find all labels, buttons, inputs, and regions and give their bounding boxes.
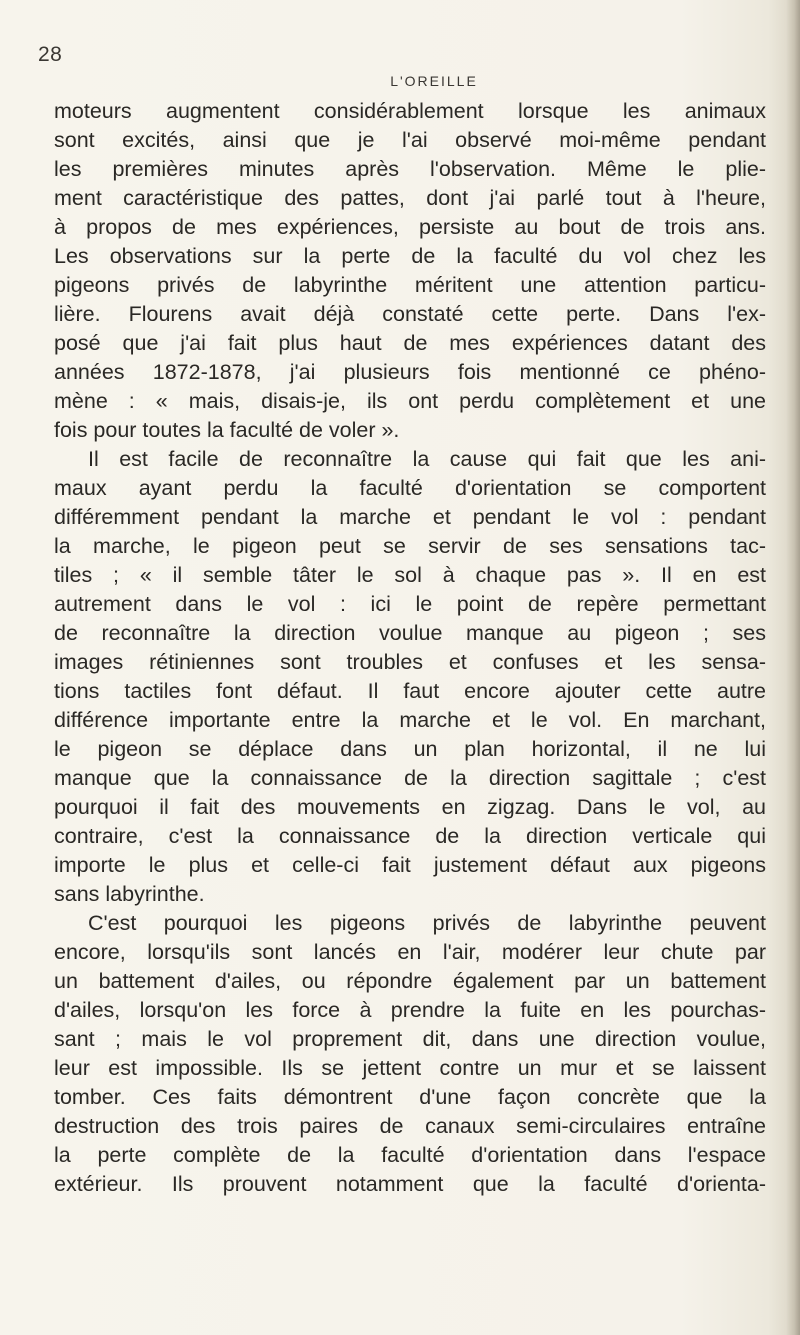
body-text bbox=[54, 97, 766, 1199]
text-line: destruction des trois paires de canaux semi-circulaires entraîne bbox=[54, 1114, 766, 1138]
text-line: encore, lorsqu'ils sont lancés en l'air, modérer leur chute par bbox=[54, 940, 766, 964]
text-line: importe le plus et celle-ci fait justement défaut aux pigeons bbox=[54, 853, 766, 877]
text-line: autrement dans le vol : ici le point de repère permettant bbox=[54, 592, 766, 616]
text-line: maux ayant perdu la faculté d'orientation se comportent bbox=[54, 476, 766, 500]
text-line: manque que la connaissance de la direction sagittale ; c'est bbox=[54, 766, 766, 790]
text-line: fois pour toutes la faculté de voler ». bbox=[54, 418, 400, 442]
text-line: années 1872-1878, j'ai plusieurs fois mentionné ce phéno- bbox=[54, 360, 766, 384]
text-line: pourquoi il fait des mouvements en zigzag. Dans le vol, au bbox=[54, 795, 766, 819]
text-line: sont excités, ainsi que je l'ai observé moi-même pendant bbox=[54, 128, 766, 152]
text-line: images rétiniennes sont troubles et confuses et les sensa- bbox=[54, 650, 766, 674]
text-line: un battement d'ailes, ou répondre également par un battement bbox=[54, 969, 766, 993]
text-line: leur est impossible. Ils se jettent contre un mur et se laissent bbox=[54, 1056, 766, 1080]
text-line: posé que j'ai fait plus haut de mes expériences datant des bbox=[54, 331, 766, 355]
text-line: les premières minutes après l'observation. Même le plie- bbox=[54, 157, 766, 181]
text-line: lière. Flourens avait déjà constaté cette perte. Dans l'ex- bbox=[54, 302, 766, 326]
text-line: mène : « mais, disais-je, ils ont perdu complètement et une bbox=[54, 389, 766, 413]
text-line: ment caractéristique des pattes, dont j'ai parlé tout à l'heure, bbox=[54, 186, 766, 210]
text-line: tomber. Ces faits démontrent d'une façon concrète que la bbox=[54, 1085, 766, 1109]
text-line: extérieur. Ils prouvent notamment que la faculté d'orienta- bbox=[54, 1172, 766, 1196]
text-line: différemment pendant la marche et pendant le vol : pendant bbox=[54, 505, 766, 529]
text-line: contraire, c'est la connaissance de la direction verticale qui bbox=[54, 824, 766, 848]
text-line: de reconnaître la direction voulue manque au pigeon ; ses bbox=[54, 621, 766, 645]
running-head: L'OREILLE bbox=[390, 73, 478, 89]
text-line: Il est facile de reconnaître la cause qui fait que les ani- bbox=[88, 447, 766, 471]
text-line: d'ailes, lorsqu'on les force à prendre la fuite en les pourchas- bbox=[54, 998, 766, 1022]
text-line: sant ; mais le vol proprement dit, dans une direction voulue, bbox=[54, 1027, 766, 1051]
text-line: le pigeon se déplace dans un plan horizontal, il ne lui bbox=[54, 737, 766, 761]
text-line: à propos de mes expériences, persiste au bout de trois ans. bbox=[54, 215, 766, 239]
text-line: tiles ; « il semble tâter le sol à chaque pas ». Il en est bbox=[54, 563, 766, 587]
text-line: la marche, le pigeon peut se servir de ses sensations tac- bbox=[54, 534, 766, 558]
page-edge-shadow bbox=[786, 0, 800, 1335]
page-number: 28 bbox=[38, 43, 63, 66]
text-line: sans labyrinthe. bbox=[54, 882, 205, 906]
text-line: C'est pourquoi les pigeons privés de labyrinthe peuvent bbox=[88, 911, 766, 935]
text-line: tions tactiles font défaut. Il faut encore ajouter cette autre bbox=[54, 679, 766, 703]
text-line: pigeons privés de labyrinthe méritent une attention particu- bbox=[54, 273, 766, 297]
text-line: différence importante entre la marche et le vol. En marchant, bbox=[54, 708, 766, 732]
text-line: moteurs augmentent considérablement lorsque les animaux bbox=[54, 99, 766, 123]
text-line: la perte complète de la faculté d'orientation dans l'espace bbox=[54, 1143, 766, 1167]
text-line: Les observations sur la perte de la faculté du vol chez les bbox=[54, 244, 766, 268]
